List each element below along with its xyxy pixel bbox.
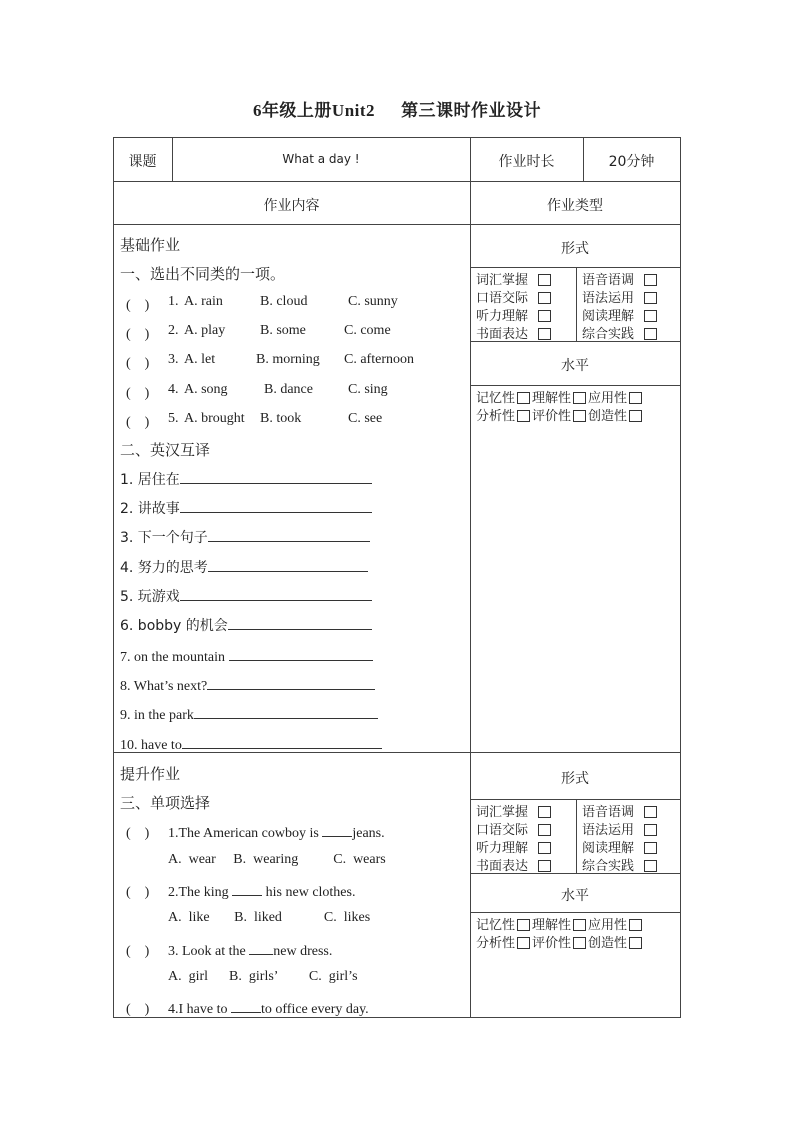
level-row: 记忆性 理解性 应用性 xyxy=(476,387,644,406)
checkbox-icon[interactable] xyxy=(644,824,657,836)
checkbox-option: 书面表达 xyxy=(476,855,553,874)
checkbox-icon[interactable] xyxy=(538,806,551,818)
checkbox-option: 词汇掌握 xyxy=(476,801,553,820)
checkbox-icon[interactable] xyxy=(573,919,586,931)
translation-prompt: 9. in the park xyxy=(120,708,194,723)
translation-prompt: 5. 玩游戏 xyxy=(120,589,180,605)
question-paren: ( ) xyxy=(126,415,150,430)
checkbox-option: 听力理解 xyxy=(476,305,553,324)
checkbox-option: 语音语调 xyxy=(582,269,659,288)
list-item xyxy=(120,675,375,695)
checkbox-icon[interactable] xyxy=(629,410,642,422)
question-num: 2. xyxy=(168,323,179,338)
level-row: 分析性 评价性 创造性 xyxy=(476,405,644,424)
option-b: B. morning xyxy=(256,352,320,367)
advanced-heading: 提升作业 xyxy=(120,765,181,783)
question-options: A. wear B. wearing C. wears xyxy=(168,852,386,867)
level-label-advanced: 水平 xyxy=(561,888,589,904)
form-label-advanced: 形式 xyxy=(561,771,589,787)
checkbox-icon[interactable] xyxy=(644,842,657,854)
question-options: A. like B. liked C. likes xyxy=(168,910,371,925)
checkbox-option: 语法运用 xyxy=(582,819,659,838)
form-label-basic: 形式 xyxy=(561,241,589,257)
checkbox-option: 口语交际 xyxy=(476,287,553,306)
translation-prompt: 1. 居住在 xyxy=(120,472,180,488)
option-c: C. see xyxy=(348,411,383,426)
answer-blank[interactable] xyxy=(180,586,372,601)
duration-value: 20分钟 xyxy=(608,154,655,170)
list-item xyxy=(120,586,372,606)
list-item xyxy=(120,469,372,489)
question-stem: 4.I have to to office every day. xyxy=(168,998,369,1018)
checkbox-icon[interactable] xyxy=(538,292,551,304)
answer-blank[interactable] xyxy=(232,881,262,896)
answer-blank[interactable] xyxy=(182,734,382,749)
question-paren: ( ) xyxy=(126,386,150,401)
checkbox-icon[interactable] xyxy=(517,937,530,949)
option-a: A. brought xyxy=(184,411,245,426)
checkbox-icon[interactable] xyxy=(644,860,657,872)
checkbox-icon[interactable] xyxy=(629,937,642,949)
level-row: 分析性 评价性 创造性 xyxy=(476,932,644,951)
question-stem: 3. Look at the new dress. xyxy=(168,940,332,960)
checkbox-icon[interactable] xyxy=(517,392,530,404)
question-num: 5. xyxy=(168,411,179,426)
list-item xyxy=(120,646,373,666)
question-paren: ( ) xyxy=(126,826,150,841)
checkbox-icon[interactable] xyxy=(644,310,657,322)
translation-prompt: 2. 讲故事 xyxy=(120,501,180,517)
translation-prompt: 3. 下一个句子 xyxy=(120,530,208,546)
option-a: A. let xyxy=(184,352,216,367)
question-num: 3. xyxy=(168,352,179,367)
checkbox-option: 词汇掌握 xyxy=(476,269,553,288)
checkbox-icon[interactable] xyxy=(644,292,657,304)
question-num: 1. xyxy=(168,294,179,309)
question-num: 4. xyxy=(168,382,179,397)
checkbox-option: 阅读理解 xyxy=(582,837,659,856)
option-a: A. play xyxy=(184,323,226,338)
translation-prompt: 4. 努力的思考 xyxy=(120,560,208,576)
checkbox-icon[interactable] xyxy=(644,328,657,340)
section3-heading: 三、单项选择 xyxy=(120,794,211,812)
checkbox-option: 语音语调 xyxy=(582,801,659,820)
answer-blank[interactable] xyxy=(229,646,373,661)
level-label-basic: 水平 xyxy=(561,358,589,374)
checkbox-icon[interactable] xyxy=(517,410,530,422)
checkbox-icon[interactable] xyxy=(573,392,586,404)
title-part1: 6年级上册Unit2 xyxy=(252,101,376,120)
option-c: C. sunny xyxy=(348,294,398,309)
question-paren: ( ) xyxy=(126,944,150,959)
list-item xyxy=(120,734,382,754)
translation-prompt: 8. What’s next? xyxy=(120,679,208,694)
checkbox-option: 综合实践 xyxy=(582,855,659,874)
list-item xyxy=(120,704,378,724)
answer-blank[interactable] xyxy=(180,498,372,513)
checkbox-option: 听力理解 xyxy=(476,837,553,856)
question-paren: ( ) xyxy=(126,1002,150,1017)
option-c: C. come xyxy=(344,323,391,338)
question-stem: 1.The American cowboy is jeans. xyxy=(168,822,385,842)
level-row: 记忆性 理解性 应用性 xyxy=(476,914,644,933)
content-label: 作业内容 xyxy=(263,198,320,214)
topic-value: What a day ! xyxy=(282,152,360,166)
answer-blank[interactable] xyxy=(194,704,378,719)
translation-prompt: 10. have to xyxy=(120,738,182,753)
page-title xyxy=(0,96,794,121)
checkbox-option: 综合实践 xyxy=(582,323,659,342)
answer-blank[interactable] xyxy=(231,998,261,1013)
checkbox-option: 书面表达 xyxy=(476,323,553,342)
checkbox-icon[interactable] xyxy=(573,937,586,949)
checkbox-icon[interactable] xyxy=(538,310,551,322)
checkbox-icon[interactable] xyxy=(629,919,642,931)
option-a: A. rain xyxy=(184,294,223,309)
list-item xyxy=(120,527,370,547)
checkbox-option: 语法运用 xyxy=(582,287,659,306)
question-stem: 2.The king his new clothes. xyxy=(168,881,355,901)
list-item xyxy=(120,557,368,577)
type-label: 作业类型 xyxy=(547,198,603,214)
topic-label: 课题 xyxy=(128,154,157,170)
translation-prompt: 6. bobby 的机会 xyxy=(120,618,228,634)
question-paren: ( ) xyxy=(126,298,150,313)
question-paren: ( ) xyxy=(126,885,150,900)
checkbox-icon[interactable] xyxy=(644,806,657,818)
basic-heading: 基础作业 xyxy=(120,236,181,254)
section2-heading: 二、英汉互译 xyxy=(120,441,211,459)
checkbox-icon[interactable] xyxy=(538,328,551,340)
option-b: B. cloud xyxy=(260,294,308,309)
answer-blank[interactable] xyxy=(207,675,375,690)
answer-blank[interactable] xyxy=(180,469,372,484)
option-b: B. dance xyxy=(264,382,313,397)
list-item xyxy=(120,615,372,635)
checkbox-icon[interactable] xyxy=(538,860,551,872)
answer-blank[interactable] xyxy=(249,940,273,955)
checkbox-option: 口语交际 xyxy=(476,819,553,838)
checkbox-icon[interactable] xyxy=(538,824,551,836)
answer-blank[interactable] xyxy=(322,822,352,837)
title-part2: 第三课时作业设计 xyxy=(401,101,542,120)
checkbox-icon[interactable] xyxy=(538,842,551,854)
answer-blank[interactable] xyxy=(208,557,368,572)
list-item xyxy=(120,498,372,518)
duration-label: 作业时长 xyxy=(498,154,555,170)
question-paren: ( ) xyxy=(126,327,150,342)
checkbox-option: 阅读理解 xyxy=(582,305,659,324)
question-options: A. girl B. girls’ C. girl’s xyxy=(168,969,358,984)
option-b: B. some xyxy=(260,323,306,338)
checkbox-icon[interactable] xyxy=(538,274,551,286)
checkbox-icon[interactable] xyxy=(573,410,586,422)
checkbox-icon[interactable] xyxy=(644,274,657,286)
checkbox-icon[interactable] xyxy=(629,392,642,404)
option-b: B. took xyxy=(260,411,302,426)
translation-prompt: 7. on the mountain xyxy=(120,650,225,665)
question-paren: ( ) xyxy=(126,356,150,371)
option-c: C. sing xyxy=(348,382,388,397)
checkbox-icon[interactable] xyxy=(517,919,530,931)
answer-blank[interactable] xyxy=(208,527,370,542)
section1-heading: 一、选出不同类的一项。 xyxy=(120,265,286,283)
option-c: C. afternoon xyxy=(344,352,414,367)
option-a: A. song xyxy=(184,382,228,397)
answer-blank[interactable] xyxy=(228,615,372,630)
